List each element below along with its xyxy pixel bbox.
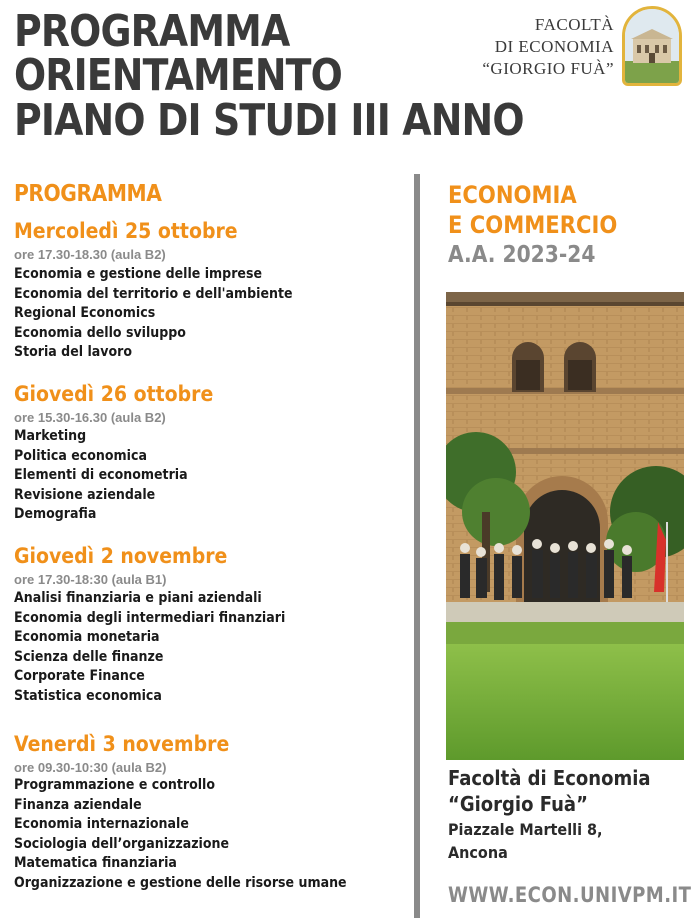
course-name-line-2: E COMMERCIO: [448, 211, 618, 239]
list-item: Analisi finanziaria e piani aziendali: [14, 590, 262, 606]
list-item: Economia degli intermediari finanziari: [14, 609, 286, 626]
day-4-course-list: [14, 776, 384, 893]
list-item: Regional Economics: [14, 305, 156, 321]
day-1-title: Mercoledì 25 ottobre: [14, 219, 238, 243]
poster-title-line-2: ORIENTAMENTO: [14, 50, 342, 101]
list-item: Finanza aziendale: [14, 796, 142, 813]
faculty-name: [482, 14, 614, 80]
campus-photo: [446, 292, 684, 760]
address-street: Piazzale Martelli 8,: [448, 820, 603, 839]
poster-title-line-3: PIANO DI STUDI III ANNO: [14, 95, 524, 146]
list-item: Sociologia dell’organizzazione: [14, 835, 230, 852]
course-name-line-1: ECONOMIA: [448, 181, 577, 209]
course-name: [448, 180, 617, 240]
website-link[interactable]: WWW.ECON.UNIVPM.IT: [448, 883, 692, 907]
faculty-name-line-2: DI ECONOMIA: [494, 37, 614, 56]
list-item: Corporate Finance: [14, 668, 145, 684]
list-item: Demografia: [14, 506, 97, 522]
program-heading: PROGRAMMA: [14, 181, 162, 207]
list-item: Economia internazionale: [14, 816, 189, 832]
academic-year: A.A. 2023-24: [448, 242, 596, 268]
day-1-time: ore 17.30-18.30 (aula B2): [14, 247, 166, 262]
building-icon: [625, 9, 679, 83]
day-2-title: Giovedì 26 ottobre: [14, 382, 214, 406]
address-faculty-name: Facoltà di Economia: [448, 766, 651, 790]
day-2-time: ore 15.30-16.30 (aula B2): [14, 410, 166, 425]
column-divider: [414, 174, 420, 918]
day-4-time: ore 09.30-10:30 (aula B2): [14, 760, 167, 775]
day-3-time: ore 17.30-18:30 (aula B1): [14, 572, 167, 587]
list-item: Statistica economica: [14, 687, 162, 704]
list-item: Revisione aziendale: [14, 486, 156, 503]
list-item: Economia e gestione delle imprese: [14, 266, 263, 282]
faculty-logo-icon: [622, 6, 682, 86]
list-item: Programmazione e controllo: [14, 777, 216, 793]
list-item: Elementi di econometria: [14, 467, 188, 483]
list-item: Scienza delle finanze: [14, 648, 164, 665]
list-item: Economia monetaria: [14, 629, 160, 645]
list-item: Economia del territorio e dell'ambiente: [14, 285, 293, 302]
address-city: Ancona: [448, 843, 508, 862]
list-item: Economia dello sviluppo: [14, 324, 186, 341]
day-1-course-list: [14, 265, 324, 363]
day-4-title: Venerdì 3 novembre: [14, 732, 230, 756]
day-2-course-list: [14, 427, 207, 525]
list-item: Politica economica: [14, 447, 147, 464]
faculty-name-line-3: “GIORGIO FUÀ”: [482, 59, 614, 78]
faculty-name-line-1: FACOLTÀ: [534, 15, 614, 34]
list-item: Matematica finanziaria: [14, 855, 177, 871]
list-item: Marketing: [14, 428, 87, 444]
poster-title-line-1: PROGRAMMA: [14, 6, 290, 57]
day-3-course-list: [14, 589, 315, 706]
address-faculty-subname: “Giorgio Fuà”: [448, 792, 588, 816]
campus-building-image: [446, 292, 684, 760]
list-item: Storia del lavoro: [14, 344, 133, 360]
list-item: Organizzazione e gestione delle risorse umane: [14, 874, 347, 891]
day-3-title: Giovedì 2 novembre: [14, 544, 228, 568]
